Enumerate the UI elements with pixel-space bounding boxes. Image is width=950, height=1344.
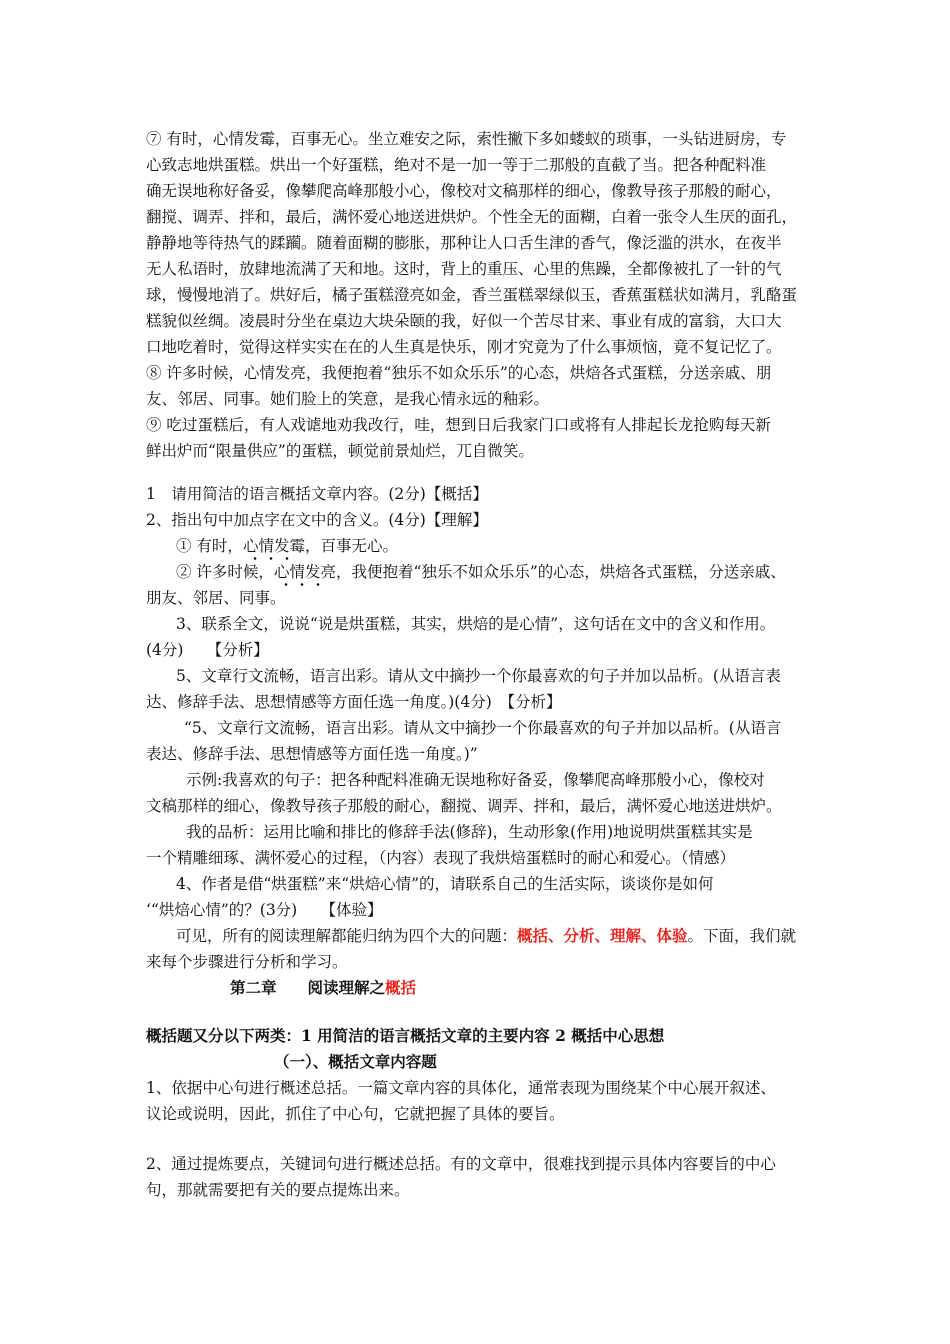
passage-line: 糕貌似丝绸。凌晨时分坐在桌边大块朵颐的我，好似一个苦尽甘来、事业有成的富翁，大口大 — [146, 312, 782, 330]
question-4: 4、作者是借“烘蛋糕”来“烘焙心情”的，请联系自己的生活实际，谈谈你是如何 — [176, 875, 714, 893]
method-1-cont: 议论或说明，因此，抓住了中心句，它就把握了具体的要旨。 — [146, 1105, 565, 1123]
chapter-highlight: 概括 — [385, 978, 417, 997]
method-1: 1、依据中心句进行概述总括。一篇文章内容的具体化，通常表现为围绕某个中心展开叙述、 — [146, 1079, 776, 1097]
summary-highlight: 概括、分析、理解、体验 — [517, 926, 688, 945]
question-1: 1 请用简洁的语言概括文章内容。(2分)【概括】 — [146, 485, 488, 503]
chapter-heading — [230, 978, 416, 998]
item-text: ，百事无心。 — [304, 537, 398, 555]
passage-line: ⑦ 有时，心情发霉，百事无心。坐立难安之际，索性撇下多如蝼蚁的琐事，一头钻进厨房，专 — [146, 130, 787, 148]
example-answer-cont: 文稿那样的细心，像教导孩子那般的耐心，翻搅、调弄、拌和，最后，满怀爱心地送进烘炉。 — [146, 797, 782, 815]
example-analysis-cont: 一个精雕细琢、满怀爱心的过程，（内容）表现了我烘焙蛋糕时的耐心和爱心。（情感） — [146, 849, 736, 867]
section-intro: 概括题又分以下两类：1 用简洁的语言概括文章的主要内容 2 概括中心思想 — [146, 1026, 665, 1045]
passage-line: 友、邻居、同事。她们脸上的笑意，是我心情永远的釉彩。 — [146, 390, 550, 408]
question-3-cont: (4分) 【分析】 — [146, 641, 269, 659]
example-answer: 示例:我喜欢的句子：把各种配料准确无误地称好备妥，像攀爬高峰那般小心，像校对 — [186, 771, 765, 789]
passage-line: ⑧ 许多时候，心情发亮，我便抱着“独乐不如众乐乐”的心态，烘焙各式蛋糕，分送亲戚、朋 — [146, 364, 772, 382]
passage-line: 翻搅、调弄、拌和，最后，满怀爱心地送进烘炉。个性全无的面糊，白着一张令人生厌的面孔， — [146, 208, 798, 226]
chapter-title: 第二章 阅读理解之 — [230, 978, 386, 997]
summary-text: 可见，所有的阅读理解都能归纳为四个大的问题： — [176, 927, 518, 945]
summary-line-cont: 来每个步骤进行分析和学习。 — [146, 953, 348, 971]
passage-line: 球，慢慢地消了。烘好后，橘子蛋糕澄亮如金，香兰蛋糕翠绿似玉，香蕉蛋糕状如满月，乳酪蛋 — [146, 286, 798, 304]
method-2-cont: 句，那就需要把有关的要点提炼出来。 — [146, 1181, 410, 1199]
passage-line: 无人私语时，放肆地流满了天和地。这时，背上的重压、心里的焦躁，全都像被扎了一针的气 — [146, 260, 782, 278]
passage-line: 心致志地烘蛋糕。烘出一个好蛋糕，绝对不是一加一等于二那般的直截了当。把各种配料准 — [146, 156, 767, 174]
question-5-quote: “5、文章行文流畅，语言出彩。请从文中摘抄一个你最喜欢的句子并加以品析。(从语言 — [184, 719, 782, 737]
item-text: ，我便抱着“独乐不如众乐乐”的心态，烘焙各式蛋糕，分送亲戚、 — [335, 563, 786, 581]
question-4-cont: ‘“烘焙心情”的？(3分) 【体验】 — [146, 901, 383, 919]
question-2-item-b-cont: 朋友、邻居、同事。 — [146, 589, 286, 607]
item-text: ① 有时， — [176, 537, 243, 555]
question-5: 5、文章行文流畅，语言出彩。请从文中摘抄一个你最喜欢的句子并加以品析。(从语言表 — [176, 667, 781, 685]
passage-line: 确无误地称好备妥，像攀爬高峰那般小心，像校对文稿那样的细心，像教导孩子那般的耐心， — [146, 182, 782, 200]
question-2-item-b — [176, 562, 786, 582]
question-2: 2、指出句中加点字在文中的含义。(4分)【理解】 — [146, 511, 488, 529]
method-2: 2、通过提炼要点，关键词句进行概述总括。有的文章中，很难找到提示具体内容要旨的中心 — [146, 1155, 776, 1173]
question-3: 3、联系全文，说说“说是烘蛋糕，其实，烘焙的是心情”，这句话在文中的含义和作用。 — [176, 615, 776, 633]
passage-line: ⑨ 吃过蛋糕后，有人戏谑地劝我改行，哇，想到日后我家门口或将有人排起长龙抢购每天新 — [146, 416, 771, 434]
section-subheading: （一）、概括文章内容题 — [274, 1052, 437, 1071]
question-5-quote-cont: 表达、修辞手法、思想情感等方面任选一角度。)” — [146, 745, 478, 763]
question-5-cont: 达、修辞手法、思想情感等方面任选一角度。)(4分) 【分析】 — [146, 693, 562, 711]
item-text: ② 许多时候， — [176, 563, 274, 581]
dotted-emphasis: 心情发亮 — [273, 563, 336, 581]
summary-text: 。下面，我们就 — [687, 927, 797, 945]
dotted-emphasis: 心情发霉 — [242, 537, 305, 555]
question-2-item-a — [176, 536, 398, 556]
passage-line: 鲜出炉而“限量供应”的蛋糕，顿觉前景灿烂，兀自微笑。 — [146, 442, 534, 460]
passage-line: 口地吃着时，觉得这样实实在在的人生真是快乐，刚才究竟为了什么事烦恼，竟不复记忆了。 — [146, 338, 782, 356]
passage-line: 静静地等待热气的蹂躏。随着面糊的膨胀，那种让人口舌生津的香气，像泛滥的洪水，在夜半 — [146, 234, 782, 252]
example-analysis: 我的品析：运用比喻和排比的修辞手法(修辞)，生动形象(作用)地说明烘蛋糕其实是 — [186, 823, 753, 841]
summary-line — [176, 926, 796, 946]
